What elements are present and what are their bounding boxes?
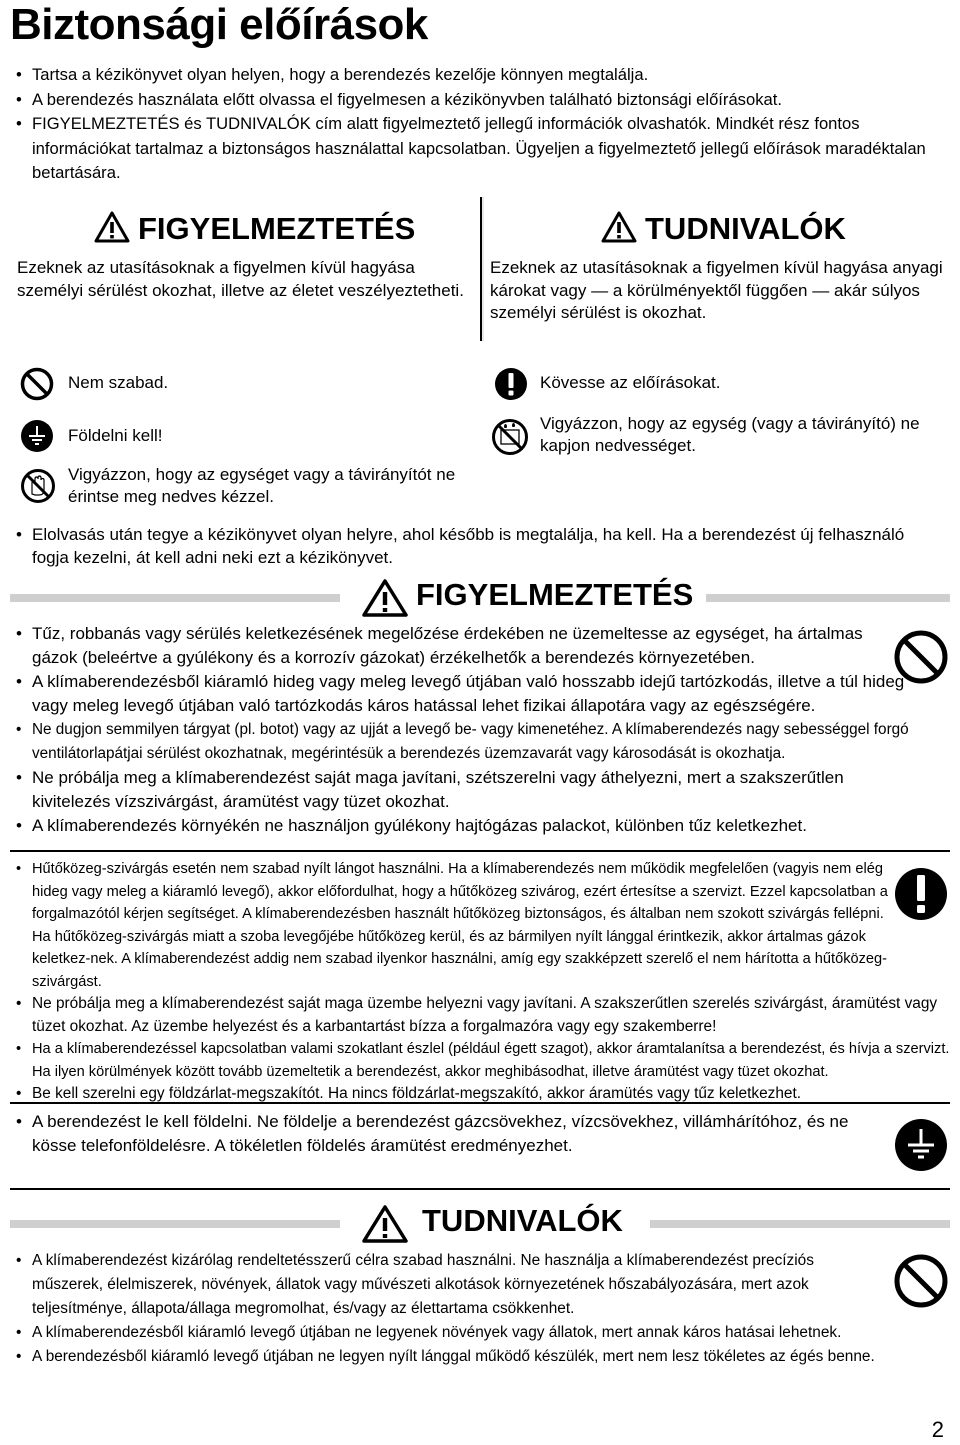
warning-item: • • Ha a klímaberendezéssel kapcsolatban valami szokatlant észlel (például égett szagot), akkor áramtalanítsa a berendezést, és hívja a szervizt. Ha ilyen körülmények között tovább üzemeltetik a berendezést, akkor meghibásodhat, illetve áramütést vagy tüzet okozhat. bbox=[10, 1038, 950, 1083]
warning-item: • • Ne próbálja meg a klímaberendezést saját maga üzembe helyezni vagy javítani. A szakszerűtlen szerelés szivárgást, áramütést vagy tüzet okozhat. Az üzembe helyezést és a karbantartást bízza a forgalmazóra vagy egy szakemberre! bbox=[10, 993, 950, 1038]
page-title: Biztonsági előírások bbox=[10, 0, 428, 49]
prohibited-legend: Nem szabad. bbox=[68, 373, 169, 392]
warning-triangle-icon bbox=[94, 211, 130, 243]
warning-list-1 bbox=[10, 622, 909, 838]
caution-box-title: TUDNIVALÓK bbox=[645, 211, 846, 246]
divider bbox=[10, 1188, 950, 1190]
caution-box-text: Ezeknek az utasításoknak a figyelmen kívül hagyása anyagi károkat vagy — a körülményektől függően — akár súlyos személyi sérülést is okozhat. bbox=[490, 258, 943, 322]
warning-item: • • Be kell szerelni egy földzárlat-megszakítót. Ha nincs földzárlat-megszakító, akkor áramütés vagy tűz keletkezhet. bbox=[10, 1083, 950, 1106]
definition-boxes bbox=[9, 197, 960, 341]
warning-item: • • A berendezést le kell földelni. Ne földelje a berendezést gázcsövekhez, vízcsövekhez, villámhárítóhoz, és ne kösse telefonföldelésre. A tökéletlen földelés áramütést eredményezhet. bbox=[10, 1110, 870, 1158]
caution-box bbox=[484, 197, 960, 341]
warning-item: • • A klímaberendezésből kiáramló hideg vagy meleg levegő útjában való hosszabb idejű tartózkodás, illetve a túl hideg vagy meleg levegő útjában való tartózkodás káros hatással lehet fizikai állapotára vagy az egészségére. bbox=[10, 670, 940, 718]
caution-item: • • A klímaberendezést kizárólag rendeltetésszerű célra szabad használni. Ne használja a klímaberendezést precíziós műszerek, élelmiszerek, növények, állatok vagy művészeti alkotások környezetének hőszabályozására, mert azok teljesítménye, állapota/állaga megromolhat, és/vagy az élettartama csökkenhet. bbox=[10, 1249, 880, 1321]
caution-section-header bbox=[10, 1203, 950, 1243]
ground-icon bbox=[20, 419, 54, 453]
after-reading-list bbox=[10, 523, 940, 569]
warning-item: • • Tűz, robbanás vagy sérülés keletkezésének megelőzése érdekében ne üzemeltesse az egységet, ha ártalmas gázok (beleértve a gyúlékony és a korrozív gázokat) érzékelhetők a berendezés környezetében. bbox=[10, 622, 870, 670]
warning-item: • • Ne dugjon semmilyen tárgyat (pl. botot) vagy az ujját a levegő be- vagy kimenetéhez. A klímaberendezés nagy sebességgel forgó ventilátorlapátjai sérülést okozhatnak, megérintésük a berendezés üzemzavarát vagy károsodását is okozhatja. bbox=[10, 718, 950, 766]
intro-item: • FIGYELMEZTETÉS és TUDNIVALÓK cím alatt figyelmeztető jellegű információk olvashatók. Mindkét rész fontos információkat tartalmaz a biztonságos használattal kapcsolatban. Ügyeljen a figyelmeztető jellegű előírások maradéktalan betartására. bbox=[10, 112, 950, 186]
section-rule bbox=[10, 594, 340, 602]
prohibited-icon bbox=[20, 367, 54, 401]
warning-section-header bbox=[10, 577, 950, 617]
warning-box bbox=[9, 197, 482, 341]
no-wet-hands-icon bbox=[20, 468, 56, 504]
divider bbox=[10, 1102, 950, 1104]
page-number: 2 bbox=[931, 1417, 944, 1442]
caution-box-heading bbox=[601, 211, 846, 247]
caution-item: • • A klímaberendezésből kiáramló levegő útjában ne legyenek növények vagy állatok, mert annak káros hatásai lehetnek. bbox=[10, 1321, 955, 1345]
section-rule bbox=[10, 1220, 340, 1228]
warning-item: • • A klímaberendezés környékén ne használjon gyúlékony hajtógázas palackot, különben tűz keletkezhet. bbox=[10, 814, 955, 838]
intro-item: • Tartsa a kézikönyvet olyan helyen, hogy a berendezés kezelője könnyen megtalálja. bbox=[10, 63, 950, 88]
warning-item: • • Ne próbálja meg a klímaberendezést saját maga javítani, szétszerelni vagy áthelyezni, mert a szakszerűtlen kivitelezés vízszivárgást, áramütést vagy tüzet okozhat. bbox=[10, 766, 890, 814]
section-rule bbox=[706, 594, 950, 602]
mandatory-action-icon bbox=[494, 367, 528, 401]
no-water-legend: Vigyázzon, hogy az egység (vagy a távirányító) ne kapjon nedvességet. bbox=[540, 414, 920, 455]
prohibited-icon bbox=[893, 1253, 949, 1309]
no-water-icon bbox=[490, 418, 530, 456]
ground-icon bbox=[893, 1117, 949, 1173]
caution-list bbox=[10, 1249, 955, 1369]
warning-triangle-icon bbox=[362, 1205, 408, 1243]
warning-list-3 bbox=[10, 1110, 870, 1158]
caution-section-title: TUDNIVALÓK bbox=[422, 1203, 623, 1238]
warning-box-text: Ezeknek az utasításoknak a figyelmen kívül hagyása személyi sérülést okozhat, illetve az életet veszélyeztetheti. bbox=[17, 258, 464, 300]
warning-list-2 bbox=[10, 858, 950, 1106]
ground-legend: Földelni kell! bbox=[68, 426, 163, 445]
section-rule bbox=[650, 1220, 950, 1228]
warning-box-heading bbox=[94, 211, 415, 247]
follow-legend: Kövesse az előírásokat. bbox=[540, 373, 721, 392]
warning-triangle-icon bbox=[601, 211, 637, 243]
after-reading-item: • Elolvasás után tegye a kézikönyvet olyan helyre, ahol később is megtalálja, ha kell. Ha a berendezést új felhasználó fogja kezelni, át kell adni neki ezt a kézikönyvet. bbox=[10, 523, 940, 569]
divider bbox=[10, 850, 950, 852]
caution-item: • • A berendezésből kiáramló levegő útjában ne legyen nyílt lánggal működő készülék, mert nem lesz tökéletes az égés benne. bbox=[10, 1345, 955, 1369]
intro-list bbox=[10, 63, 950, 186]
intro-item: • A berendezés használata előtt olvassa el figyelmesen a kézikönyvben található biztonsági előírásokat. bbox=[10, 88, 950, 113]
wet-hands-legend: Vigyázzon, hogy az egységet vagy a távirányítót ne érintse meg nedves kézzel. bbox=[68, 465, 456, 506]
warning-section-title: FIGYELMEZTETÉS bbox=[416, 577, 694, 612]
mandatory-action-icon bbox=[893, 866, 949, 922]
prohibited-icon bbox=[893, 629, 949, 685]
warning-item: • • Hűtőközeg-szivárgás esetén nem szabad nyílt lángot használni. Ha a klímaberendezés nem működik megfelelően (vagyis nem elég hideg vagy meleg a kiáramló levegő), akkor előfordulhat, hogy a hűtőközeg szivárog, ezért értesítse a szervizt. Ezzel kapcsolatban a forgalmazótól kérjen segítséget. A klímaberendezésben használt hűtőközeg biztonságos, és általban nem szokott szivárgás fellépni. Ha hűtőközeg-szivárgás miatt a szoba levegőjébe hűtőközeg kerül, és az bármilyen nyílt lánggal érintkezik, akkor ártalmas gázok keletkez-nek. A klímaberendezést addig nem szabad ilyenkor használni, amíg egy szakképzett szerelő el nem hárította a hűtőközeg-szivárgást. bbox=[10, 858, 890, 993]
warning-triangle-icon bbox=[362, 579, 408, 617]
warning-box-title: FIGYELMEZTETÉS bbox=[138, 211, 416, 246]
